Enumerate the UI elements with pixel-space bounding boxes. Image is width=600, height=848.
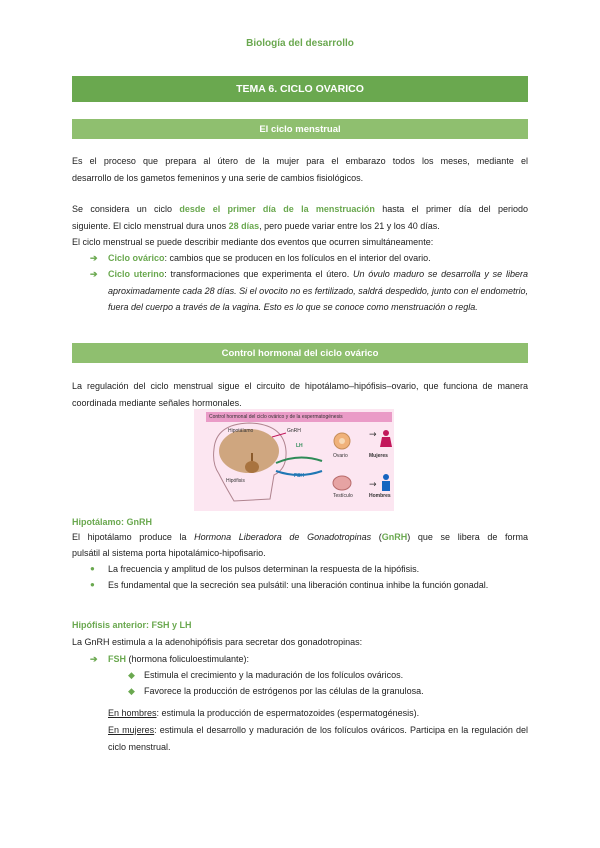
paragraph-events-intro: El ciclo menstrual se puede describir mediante dos eventos que ocurren simultáneamente:: [72, 237, 434, 247]
paragraph-regulation: La regulación del ciclo menstrual sigue el circuito de hipotálamo–hipófisis–ovario, que funciona de manera coordinada mediante señales hormonales.: [72, 381, 528, 408]
term-italic-text: Un óvulo maduro se desarrolla y se libera aproximadamente cada 28 días. Si el ovocito no es fertilizado, saldrá despedido, junto con el endometrio, fuera del cuerpo a través de la vagina. Esto es lo que se conoce como menstruación o regla.: [108, 269, 528, 312]
arrow-icon: ➔: [90, 253, 98, 263]
bullet-item: [90, 561, 528, 578]
text-run: (: [371, 532, 382, 542]
bullet-text: La frecuencia y amplitud de los pulsos determinan la respuesta de la hipófisis.: [108, 564, 420, 574]
label-hipofisis: Hipófisis: [226, 478, 245, 484]
arrow-icon: ➔: [90, 654, 98, 664]
ovary-follicle: [339, 438, 345, 444]
diamond-icon: ◆: [128, 670, 135, 680]
diagram-title: Control hormonal del ciclo ovárico y de la espermatogénesis: [206, 412, 392, 422]
label-hipotalamo: Hipotálamo: [228, 428, 254, 434]
term-label: Ciclo uterino: [108, 269, 165, 279]
paragraph-duration-cont: [72, 218, 528, 235]
text-run: hasta el primer día del periodo: [374, 204, 528, 214]
label-gnrh: GnRH: [287, 428, 301, 434]
text-run: : estimula la producción de espermatozoides (espermatogénesis).: [156, 708, 420, 718]
label-lh: LH: [296, 443, 303, 449]
list-item-fsh: [90, 651, 528, 668]
text-run: siguiente. El ciclo menstrual dura unos: [72, 221, 229, 231]
diamond-item: [128, 667, 528, 684]
diamond-icon: ◆: [128, 686, 135, 696]
underline-label: En mujeres: [108, 725, 155, 735]
pituitary-illustration: [245, 461, 259, 473]
right-arrow-icon: →: [369, 430, 377, 440]
diamond-text: Favorece la producción de estrógenos por las células de la granulosa.: [144, 686, 424, 696]
paragraph-en-hombres: [108, 705, 528, 722]
bullet-icon: ●: [90, 564, 95, 573]
paragraph-en-mujeres: [108, 722, 528, 755]
section-heading-control-hormonal: Control hormonal del ciclo ovárico: [72, 343, 528, 363]
female-figure-body: [380, 437, 392, 447]
text-run: El hipotálamo produce la: [72, 532, 195, 542]
female-figure-head: [383, 430, 389, 436]
list-item-ciclo-uterino: [90, 266, 528, 316]
male-figure-body: [382, 481, 390, 491]
paragraph-line: Es el proceso que prepara al útero de la mujer para el embarazo todos los meses, mediante el: [72, 156, 528, 166]
highlight-text: GnRH: [381, 532, 408, 542]
highlight-text: 28 días: [228, 221, 260, 231]
paragraph-duration: [72, 201, 528, 218]
document-title: TEMA 6. CICLO OVARICO: [72, 76, 528, 102]
diamond-text: Estimula el crecimiento y la maduración de los folículos ováricos.: [144, 670, 404, 680]
term-text: : transformaciones que experimenta el útero.: [164, 269, 353, 279]
paragraph-gnrh: [72, 529, 528, 546]
term-label: Ciclo ovárico: [108, 253, 165, 263]
bullet-icon: ●: [90, 580, 95, 589]
text-run: : estimula el desarrollo y maduración de los folículos ováricos. Participa en la regulación del ciclo menstrual.: [108, 725, 528, 752]
diamond-item: [128, 683, 528, 700]
term-text: (hormona foliculoestimulante):: [126, 654, 250, 664]
paragraph-line: desarrollo de los gametos femeninos y una serie de cambios fisiológicos.: [72, 173, 364, 183]
italic-text: Hormona Liberadora de Gonadotropinas: [194, 532, 372, 542]
paragraph-gonadotropinas: La GnRH estimula a la adenohipófisis para secretar dos gonadotropinas:: [72, 637, 363, 647]
label-hombres: Hombres: [369, 493, 391, 499]
lh-arrow: [276, 457, 322, 463]
arrow-icon: ➔: [90, 269, 98, 279]
term-label: FSH: [108, 654, 126, 664]
testis-illustration: [333, 476, 351, 490]
paragraph-definition-cont: [72, 170, 528, 187]
right-arrow-icon: →: [369, 480, 377, 490]
label-testiculo: Testículo: [333, 493, 353, 499]
subheading-hipotalamo: Hipotálamo: GnRH: [72, 517, 152, 527]
page-header: Biología del desarrollo: [246, 38, 354, 49]
text-run: ) que se libera de forma: [407, 532, 528, 542]
highlight-text: desde el primer día de la menstruación: [179, 204, 375, 214]
label-mujeres: Mujeres: [369, 453, 388, 459]
label-fsh: FSH: [294, 473, 304, 479]
underline-label: En hombres: [108, 708, 157, 718]
text-run: , pero puede variar entre los 21 y los 40 días.: [259, 221, 440, 231]
bullet-text: Es fundamental que la secreción sea pulsátil: una liberación continua inhibe la función gonadal.: [108, 580, 489, 590]
male-figure-head: [383, 474, 389, 480]
bullet-item: [90, 577, 528, 594]
text-run: Se considera un ciclo: [72, 204, 180, 214]
paragraph-definition: [72, 153, 528, 170]
list-item-ciclo-ovarico: [90, 250, 528, 267]
subheading-hipofisis: Hipófisis anterior: FSH y LH: [72, 620, 192, 630]
section-heading-ciclo-menstrual: El ciclo menstrual: [72, 119, 528, 139]
label-ovario: Ovario: [333, 453, 348, 459]
term-text: : cambios que se producen en los folículos en el interior del ovario.: [164, 253, 431, 263]
diagram-illustration: [194, 409, 394, 511]
paragraph-gnrh-cont: pulsátil al sistema porta hipotalámico-hipofisario.: [72, 548, 266, 558]
